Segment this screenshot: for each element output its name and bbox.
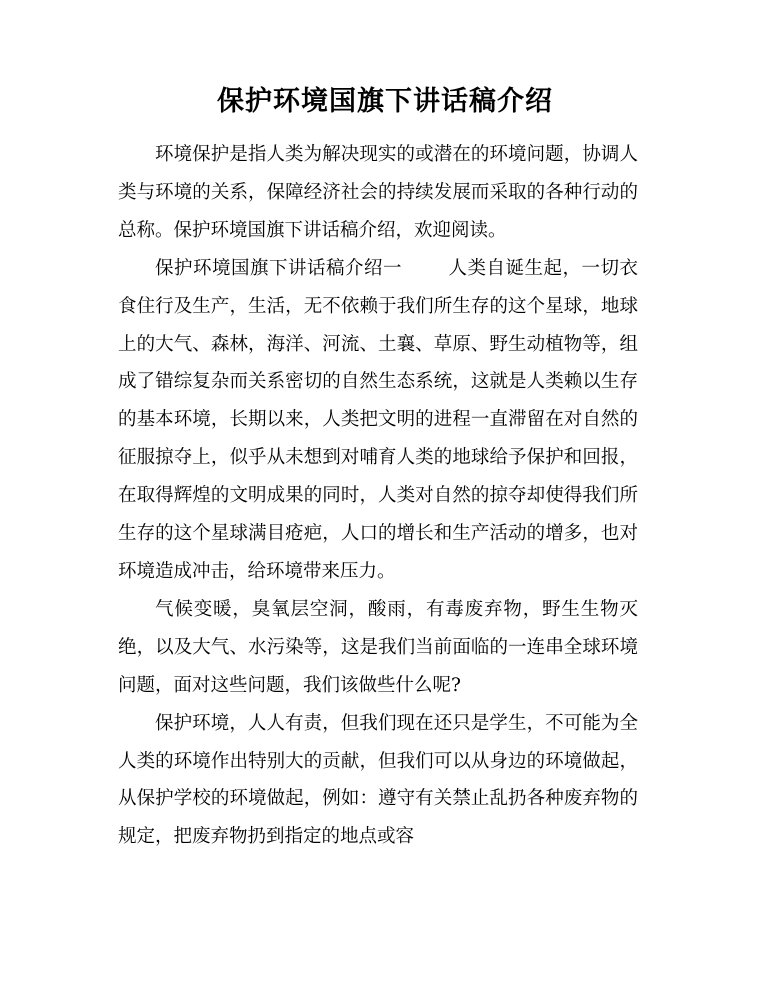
section-one-heading: 保护环境国旗下讲话稿介绍一 <box>155 257 402 279</box>
environment-problems-paragraph: 气候变暖，臭氧层空洞，酸雨，有毒废弃物，野生生物灭绝，以及大气、水污染等，这是我们当前面临的一连串全球环境问题，面对这些问题，我们该做些什么呢? <box>118 598 638 696</box>
section-one-text: 人类自诞生起，一切衣食住行及生产，生活，无不依赖于我们所生存的这个星球，地球上的大气、森林，海洋、河流、土襄、草原、野生动植物等，组成了错综复杂而关系密切的自然生态系统，这就是人类赖以生存的基本环境，长期以来，人类把文明的进程一直滞留在对自然的征服掠夺上，似乎从未想到对哺育人类的地球给予保护和回报，在取得辉煌的文明成果的同时，人类对自然的掠夺却使得我们所生存的这个星球满目疮疤，人口的增长和生产活动的增多，也对环境造成冲击，给环境带来压力。 <box>118 257 638 582</box>
intro-paragraph: 环境保护是指人类为解决现实的或潜在的环境问题，协调人类与环境的关系，保障经济社会的持续发展而采取的各种行动的总称。保护环境国旗下讲话稿介绍，欢迎阅读。 <box>118 144 638 241</box>
protect-environment-paragraph: 保护环境，人人有责，但我们现在还只是学生，不可能为全人类的环境作出特别大的贡献，但我们可以从身边的环境做起，从保护学校的环境做起，例如：遵守有关禁止乱扔各种废弃物的规定，把废弃物扔到指定的地点或容 <box>118 712 638 848</box>
document-title: 保护环境国旗下讲话稿介绍 <box>217 86 553 117</box>
section-one-paragraph <box>118 250 638 591</box>
document-body <box>118 136 638 856</box>
